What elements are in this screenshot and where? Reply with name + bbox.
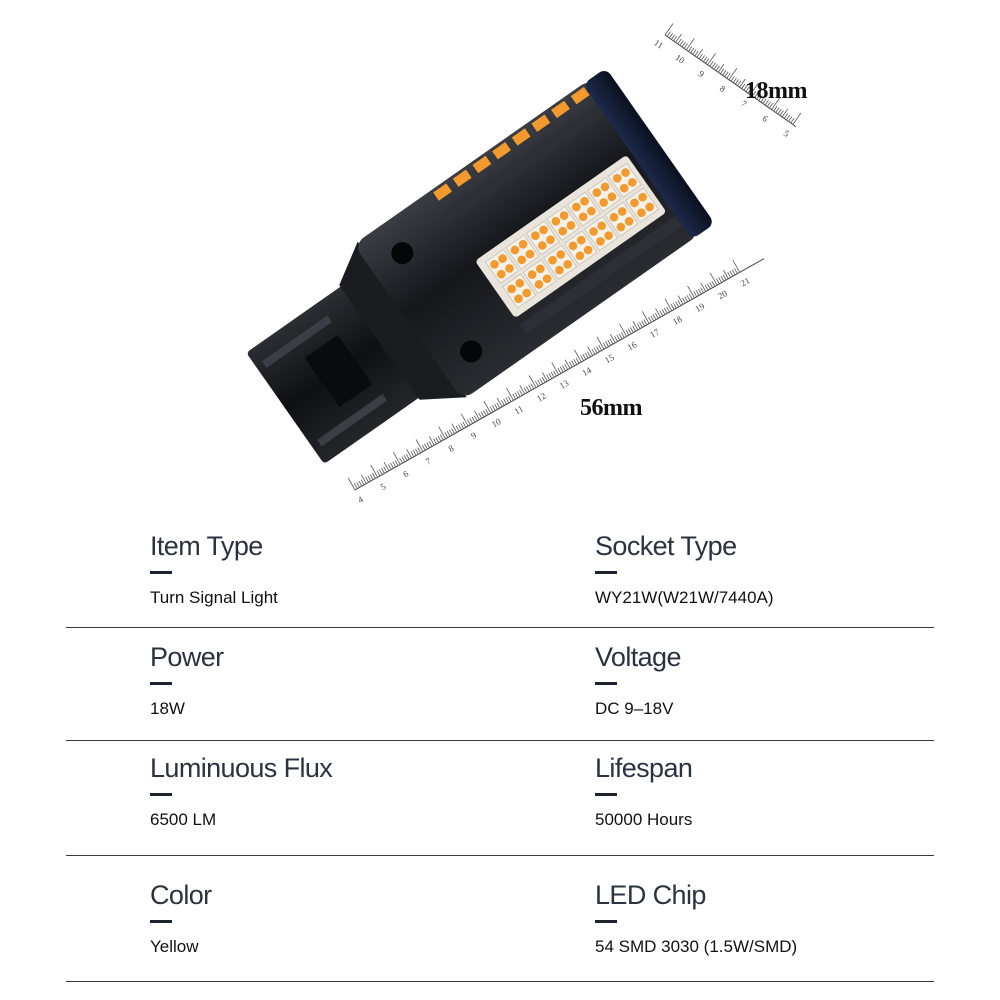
ruler-tick	[603, 343, 606, 348]
ruler-tick	[377, 471, 380, 476]
ruler-tick	[558, 368, 561, 373]
ruler-tick	[587, 352, 590, 357]
ruler-tick	[664, 308, 667, 313]
ruler-tick	[774, 106, 777, 111]
ruler-tick	[583, 354, 586, 359]
ruler-tick	[416, 439, 423, 451]
ruler-tick	[569, 362, 572, 367]
spec-title: Voltage	[595, 642, 681, 672]
ruler-tick	[696, 290, 699, 295]
ruler-tick	[733, 78, 736, 83]
ruler-tick	[560, 367, 563, 372]
ruler-tick	[393, 462, 396, 467]
ruler-tick	[678, 39, 681, 44]
ruler-tick	[495, 404, 498, 409]
ruler-tick	[576, 358, 579, 363]
ruler-label: 7	[423, 455, 433, 467]
ruler-label: 4	[355, 494, 365, 506]
ruler-tick	[501, 400, 504, 405]
spec-voltage	[595, 642, 995, 719]
spec-value: WY21W(W21W/7440A)	[595, 588, 774, 607]
ruler-tick	[366, 477, 369, 482]
ruler-tick	[517, 391, 520, 396]
ruler-label: 9	[469, 430, 478, 442]
ruler-tick	[574, 359, 577, 364]
spec-title: Luminuous Flux	[150, 753, 333, 783]
ruler-tick	[520, 390, 523, 395]
ruler-tick	[697, 49, 703, 57]
ruler-label: 7	[739, 98, 749, 110]
spec-value: 6500 LM	[150, 810, 217, 829]
ruler-tick	[440, 435, 443, 440]
ruler-tick	[662, 309, 665, 314]
ruler-tick	[391, 463, 394, 468]
ruler-tick	[520, 385, 525, 394]
ruler-tick	[703, 57, 706, 62]
ruler-tick	[596, 347, 599, 352]
ruler-tick	[712, 63, 715, 68]
spec-value: 50000 Hours	[595, 810, 693, 829]
ruler-tick	[547, 375, 550, 380]
ruler-tick	[506, 398, 509, 403]
ruler-label: 19	[693, 300, 707, 315]
ruler-label: 8	[446, 442, 456, 454]
spec-color	[150, 880, 550, 957]
ruler-tick	[513, 394, 516, 399]
ruler-tick	[733, 260, 740, 272]
ruler-tick	[667, 307, 670, 312]
ruler-tick	[413, 450, 416, 455]
spec-title: Item Type	[150, 531, 263, 561]
ruler-tick	[470, 418, 473, 423]
ruler-tick	[585, 353, 588, 358]
ruler-tick	[384, 467, 387, 472]
ruler-tick	[531, 384, 534, 389]
ruler-tick	[737, 81, 740, 86]
ruler-tick	[467, 419, 470, 424]
ruler-label: 16	[625, 339, 639, 353]
spec-value: DC 9–18V	[595, 699, 674, 718]
ruler-tick	[608, 340, 611, 345]
ruler-label: 21	[738, 275, 752, 289]
ruler-tick	[540, 379, 543, 384]
ruler-tick	[368, 476, 371, 481]
ruler-tick	[411, 451, 414, 456]
ruler-tick	[651, 316, 654, 321]
ruler-tick	[716, 66, 719, 71]
ruler-tick	[701, 55, 704, 60]
ruler-tick	[452, 428, 455, 433]
ruler-tick	[504, 399, 507, 404]
ruler-tick	[619, 334, 622, 339]
ruler-tick	[542, 377, 545, 382]
ruler-tick	[526, 386, 529, 391]
ruler-tick	[723, 270, 728, 279]
ruler-tick	[418, 448, 421, 453]
length-label: 56mm	[580, 395, 642, 421]
ruler-tick	[667, 32, 670, 37]
ruler-tick	[653, 314, 656, 319]
ruler-tick	[529, 385, 532, 390]
ruler-tick	[393, 452, 400, 464]
ruler-tick	[484, 401, 491, 413]
ruler-tick	[693, 49, 696, 54]
ruler-tick	[720, 69, 723, 74]
title-underline	[150, 920, 172, 923]
ruler-tick	[688, 46, 691, 51]
spec-lifespan	[595, 753, 995, 830]
ruler-tick	[678, 300, 681, 305]
ruler-tick	[542, 372, 547, 381]
ruler-tick	[456, 426, 459, 431]
spec-luminous-flux	[150, 753, 550, 830]
ruler-tick	[655, 313, 658, 318]
title-underline	[595, 682, 617, 685]
ruler-tick	[680, 41, 683, 46]
ruler-tick	[786, 115, 789, 120]
spec-value: 54 SMD 3030 (1.5W/SMD)	[595, 937, 798, 956]
ruler-tick	[529, 375, 536, 387]
ruler-tick	[735, 79, 738, 84]
ruler-tick	[719, 277, 722, 282]
ruler-tick	[701, 288, 704, 293]
spec-title: LED Chip	[595, 880, 706, 910]
ruler-tick	[372, 473, 375, 478]
ruler-tick	[581, 355, 584, 360]
ruler-tick	[562, 366, 565, 371]
ruler-tick	[705, 285, 708, 290]
title-underline	[150, 682, 172, 685]
ruler-tick	[422, 445, 425, 450]
ruler-tick	[689, 294, 692, 299]
ruler-tick	[617, 335, 620, 340]
ruler-tick	[626, 330, 629, 335]
ruler-tick	[710, 273, 717, 285]
ruler-tick	[481, 412, 484, 417]
ruler-tick	[381, 468, 384, 473]
ruler-tick	[552, 363, 559, 375]
ruler-tick	[424, 444, 427, 449]
ruler-tick	[361, 480, 364, 485]
ruler-tick	[699, 54, 702, 59]
ruler-tick	[497, 403, 500, 408]
spec-row-4	[66, 858, 934, 982]
spec-item-type	[150, 531, 550, 608]
ruler-tick	[597, 337, 604, 349]
ruler-tick	[348, 478, 355, 490]
ruler-tick	[730, 271, 733, 276]
ruler-tick	[734, 268, 737, 273]
ruler-tick	[673, 303, 676, 308]
ruler-tick	[639, 322, 642, 327]
ruler-tick	[572, 361, 575, 366]
ruler-tick	[479, 413, 482, 418]
ruler-tick	[438, 436, 441, 441]
ruler-tick	[549, 373, 552, 378]
ruler-tick	[705, 58, 708, 63]
ruler-tick	[780, 111, 783, 116]
ruler-tick	[723, 70, 726, 75]
ruler-tick	[642, 311, 649, 323]
ruler-tick	[400, 458, 403, 463]
ruler-tick	[674, 36, 677, 41]
spec-title: Power	[150, 642, 224, 672]
ruler-tick	[357, 482, 360, 487]
ruler-label: 18	[670, 313, 684, 327]
ruler-tick	[682, 298, 685, 303]
ruler-label: 10	[489, 416, 503, 430]
ruler-tick	[474, 416, 477, 421]
ruler-label: 10	[673, 52, 687, 66]
spec-title: Lifespan	[595, 753, 693, 783]
ruler-tick	[472, 417, 475, 422]
spec-led-chip	[595, 880, 995, 957]
ruler-tick	[359, 481, 362, 486]
ruler-tick	[370, 475, 373, 480]
ruler-tick	[574, 350, 581, 362]
ruler-tick	[388, 464, 391, 469]
ruler-tick	[507, 388, 514, 400]
ruler-tick	[599, 345, 602, 350]
spec-socket-type	[595, 531, 995, 608]
ruler-tick	[695, 51, 698, 56]
ruler-tick	[648, 317, 651, 322]
ruler-label: 5	[781, 128, 792, 139]
ruler-tick	[669, 33, 672, 38]
title-underline	[595, 920, 617, 923]
ruler-tick	[784, 114, 787, 119]
ruler-label: 5	[378, 481, 388, 493]
ruler-tick	[508, 396, 511, 401]
ruler-tick	[592, 349, 595, 354]
ruler-tick	[439, 427, 446, 439]
ruler-tick	[407, 449, 412, 458]
ruler-tick	[691, 48, 694, 53]
ruler-label: 8	[717, 83, 728, 95]
ruler-tick	[492, 405, 495, 410]
ruler-tick	[361, 475, 366, 484]
ruler-tick	[535, 381, 538, 386]
spec-value: Yellow	[150, 937, 199, 956]
ruler-tick	[633, 321, 638, 330]
ruler-tick	[710, 282, 713, 287]
ruler-tick	[628, 329, 631, 334]
spec-value: Turn Signal Light	[150, 588, 278, 607]
ruler-tick	[538, 380, 541, 385]
spec-power	[150, 642, 550, 719]
spec-value: 18W	[150, 699, 185, 718]
ruler-tick	[490, 407, 493, 412]
title-underline	[595, 571, 617, 574]
ruler-tick	[721, 276, 724, 281]
ruler-tick	[565, 364, 568, 369]
ruler-tick	[716, 279, 719, 284]
ruler-tick	[395, 460, 398, 465]
ruler-tick	[610, 339, 613, 344]
ruler-label: 12	[535, 390, 548, 404]
ruler-tick	[710, 61, 713, 66]
spec-row-1	[66, 525, 934, 628]
ruler-tick	[615, 336, 618, 341]
ruler-tick	[727, 73, 730, 78]
ruler-tick	[712, 281, 715, 286]
ruler-tick	[610, 334, 615, 343]
ruler-tick	[620, 324, 627, 336]
ruler-tick	[354, 483, 357, 488]
ruler-tick	[447, 431, 450, 436]
ruler-tick	[445, 432, 448, 437]
ruler-tick	[429, 441, 432, 446]
ruler-tick	[671, 304, 674, 309]
ruler-label: 11	[512, 403, 526, 417]
ruler-tick	[524, 387, 527, 392]
ruler-label: 20	[716, 288, 729, 302]
ruler-label: 17	[648, 326, 661, 340]
ruler-tick	[718, 64, 724, 72]
diameter-label: 18mm	[745, 78, 807, 104]
ruler-tick	[605, 341, 608, 346]
ruler-tick	[725, 72, 728, 77]
ruler-tick	[732, 270, 735, 275]
title-underline	[595, 793, 617, 796]
ruler-tick	[723, 275, 726, 280]
ruler-tick	[778, 109, 781, 114]
ruler-tick	[678, 296, 683, 305]
title-underline	[150, 793, 172, 796]
ruler-tick	[694, 291, 697, 296]
ruler-tick	[701, 283, 706, 292]
ruler-tick	[406, 454, 409, 459]
ruler-tick	[515, 393, 518, 398]
ruler-tick	[676, 302, 679, 307]
ruler-tick	[486, 409, 489, 414]
ruler-tick	[497, 398, 502, 407]
ruler-tick	[776, 108, 779, 113]
ruler-label: 6	[401, 468, 411, 480]
ruler-tick	[637, 323, 640, 328]
ruler-tick	[685, 297, 688, 302]
ruler-tick	[429, 436, 434, 445]
ruler-tick	[404, 455, 407, 460]
ruler-tick	[371, 465, 378, 477]
ruler-tick	[665, 299, 672, 311]
ruler-tick	[731, 76, 734, 81]
ruler-tick	[461, 414, 468, 426]
spec-title: Color	[150, 880, 212, 910]
ruler-tick	[682, 42, 685, 47]
ruler-tick	[728, 272, 731, 277]
ruler-tick	[791, 118, 794, 123]
ruler-tick	[463, 422, 466, 427]
ruler-tick	[384, 462, 389, 471]
ruler-tick	[642, 321, 645, 326]
ruler-tick	[630, 327, 633, 332]
ruler-tick	[452, 424, 457, 433]
ruler-tick	[782, 109, 788, 117]
ruler-label: 13	[557, 377, 571, 391]
ruler-tick	[475, 411, 480, 420]
ruler-tick	[714, 64, 717, 69]
ruler-tick	[594, 348, 597, 353]
ruler-tick	[707, 284, 710, 289]
ruler-tick	[458, 425, 461, 430]
ruler-tick	[644, 320, 647, 325]
ruler-tick	[565, 360, 570, 369]
ruler-label: 15	[602, 352, 616, 366]
ruler-tick	[687, 295, 690, 300]
ruler-tick	[671, 35, 674, 40]
spec-title: Socket Type	[595, 531, 737, 561]
ruler-label: 9	[696, 68, 706, 80]
ruler-label: 11	[652, 37, 666, 51]
ruler-tick	[698, 289, 701, 294]
spec-row-2	[66, 630, 934, 741]
ruler-tick	[483, 411, 486, 416]
ruler-label: 6	[760, 113, 770, 124]
ruler-tick	[553, 371, 556, 376]
ruler-tick	[449, 430, 452, 435]
ruler-tick	[621, 332, 624, 337]
ruler-tick	[588, 347, 593, 356]
ruler-tick	[434, 439, 437, 444]
ruler-tick	[415, 449, 418, 454]
ruler-tick	[551, 372, 554, 377]
ruler-tick	[427, 443, 430, 448]
ruler-tick	[402, 457, 405, 462]
ruler-tick	[633, 326, 636, 331]
ruler-tick	[379, 469, 382, 474]
ruler-tick	[660, 311, 663, 316]
title-underline	[150, 571, 172, 574]
ruler-tick	[676, 34, 682, 42]
ruler-tick	[461, 423, 464, 428]
ruler-label: 14	[580, 364, 594, 379]
ruler-tick	[436, 437, 439, 442]
spec-row-3	[66, 743, 934, 856]
ruler-tick	[688, 286, 695, 298]
ruler-tick	[656, 308, 661, 317]
ruler-tick	[789, 117, 792, 122]
ruler-tick	[684, 44, 687, 49]
